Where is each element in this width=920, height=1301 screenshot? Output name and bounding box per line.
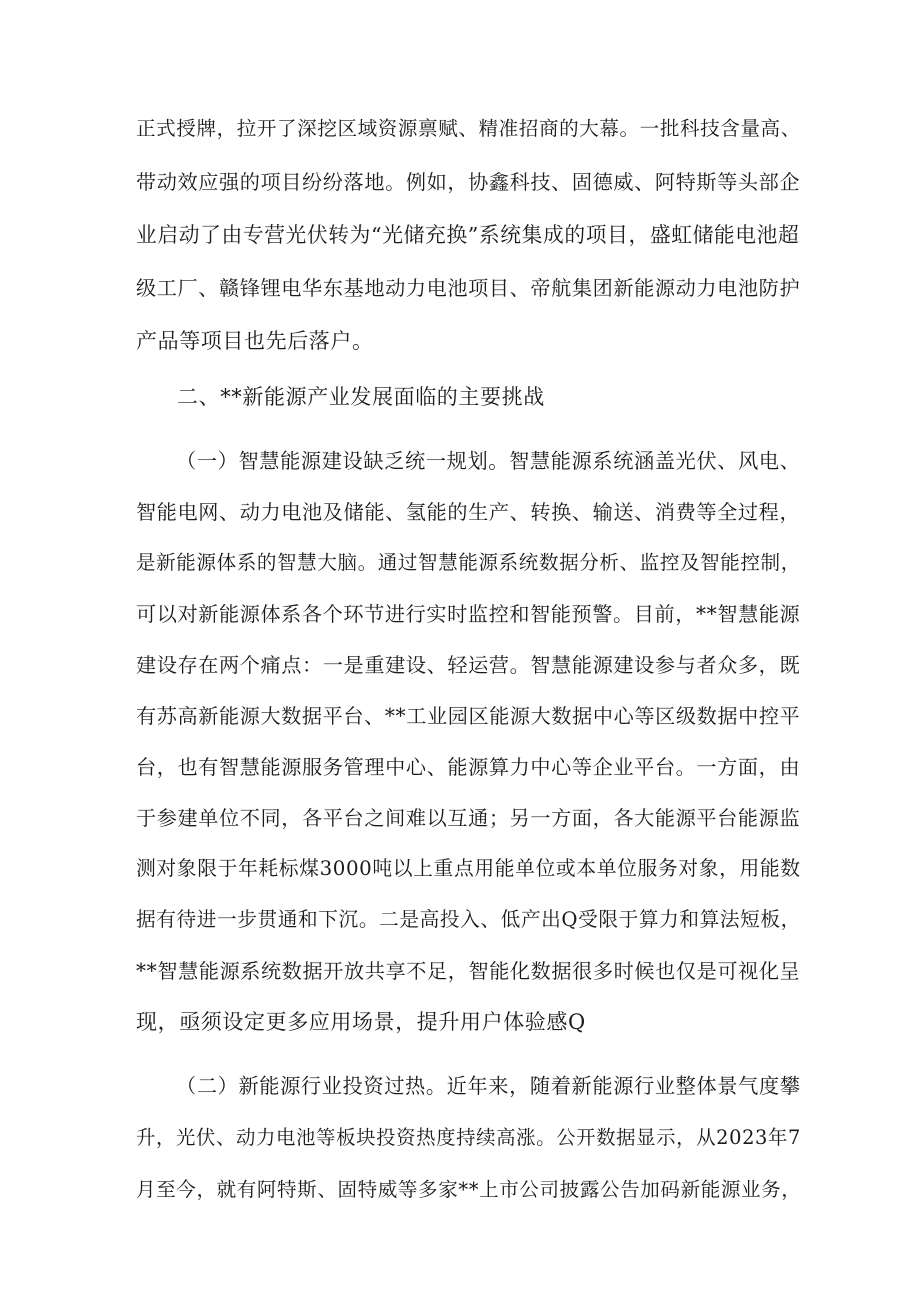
paragraph-line: 升，光伏、动力电池等板块投资热度持续高涨。公开数据显示，从2023年7	[136, 1126, 801, 1149]
paragraph-line: 有苏高新能源大数据平台、**工业园区能源大数据中心等区级数据中控平	[136, 704, 801, 728]
subsection-lead-line: （一）智慧能源建设缺乏统一规划。智慧能源系统涵盖光伏、风电、	[176, 449, 801, 473]
paragraph-line: 正式授牌，拉开了深挖区域资源禀赋、精准招商的大幕。一批科技含量高、	[136, 117, 801, 140]
paragraph-line: **智慧能源系统数据开放共享不足，智能化数据很多时候也仅是可视化呈	[136, 959, 801, 983]
paragraph-line: 可以对新能源体系各个环节进行实时监控和智能预警。目前，**智慧能源	[136, 602, 801, 626]
paragraph-line: 现，亟须设定更多应用场景，提升用户体验感Q	[136, 1010, 586, 1034]
paragraph-line: 是新能源体系的智慧大脑。通过智慧能源系统数据分析、监控及智能控制，	[136, 551, 801, 574]
paragraph-line: 月至今，就有阿特斯、固特威等多家**上市公司披露公告加码新能源业务，	[136, 1178, 802, 1201]
paragraph-line: 于参建单位不同，各平台之间难以互通；另一方面，各大能源平台能源监	[136, 806, 801, 830]
paragraph-line: 智能电网、动力电池及储能、氢能的生产、转换、输送、消费等全过程，	[136, 500, 801, 524]
paragraph-line: 据有待进一步贯通和下沉。二是高投入、低产出Q受限于算力和算法短板，	[136, 908, 801, 931]
paragraph-line: 带动效应强的项目纷纷落地。例如，协鑫科技、固德威、阿特斯等头部企	[136, 170, 801, 194]
paragraph-line: 建设存在两个痛点：一是重建设、轻运营。智慧能源建设参与者众多，既	[136, 653, 801, 677]
paragraph-line: 业启动了由专营光伏转为“光储充换”系统集成的项目，盛虹储能电池超	[136, 223, 800, 247]
paragraph-line: 测对象限于年耗标煤3000吨以上重点用能单位或本单位服务对象，用能数	[136, 857, 801, 880]
paragraph-line: 级工厂、赣锋锂电华东基地动力电池项目、帝航集团新能源动力电池防护	[136, 276, 801, 300]
paragraph-line: 台，也有智慧能源服务管理中心、能源算力中心等企业平台。一方面，由	[136, 755, 801, 779]
paragraph-line: 产品等项目也先后落户。	[136, 329, 374, 353]
subsection-lead-line: （二）新能源行业投资过热。近年来，随着新能源行业整体景气度攀	[176, 1074, 801, 1098]
section-heading: 二、**新能源产业发展面临的主要挑战	[177, 385, 545, 409]
